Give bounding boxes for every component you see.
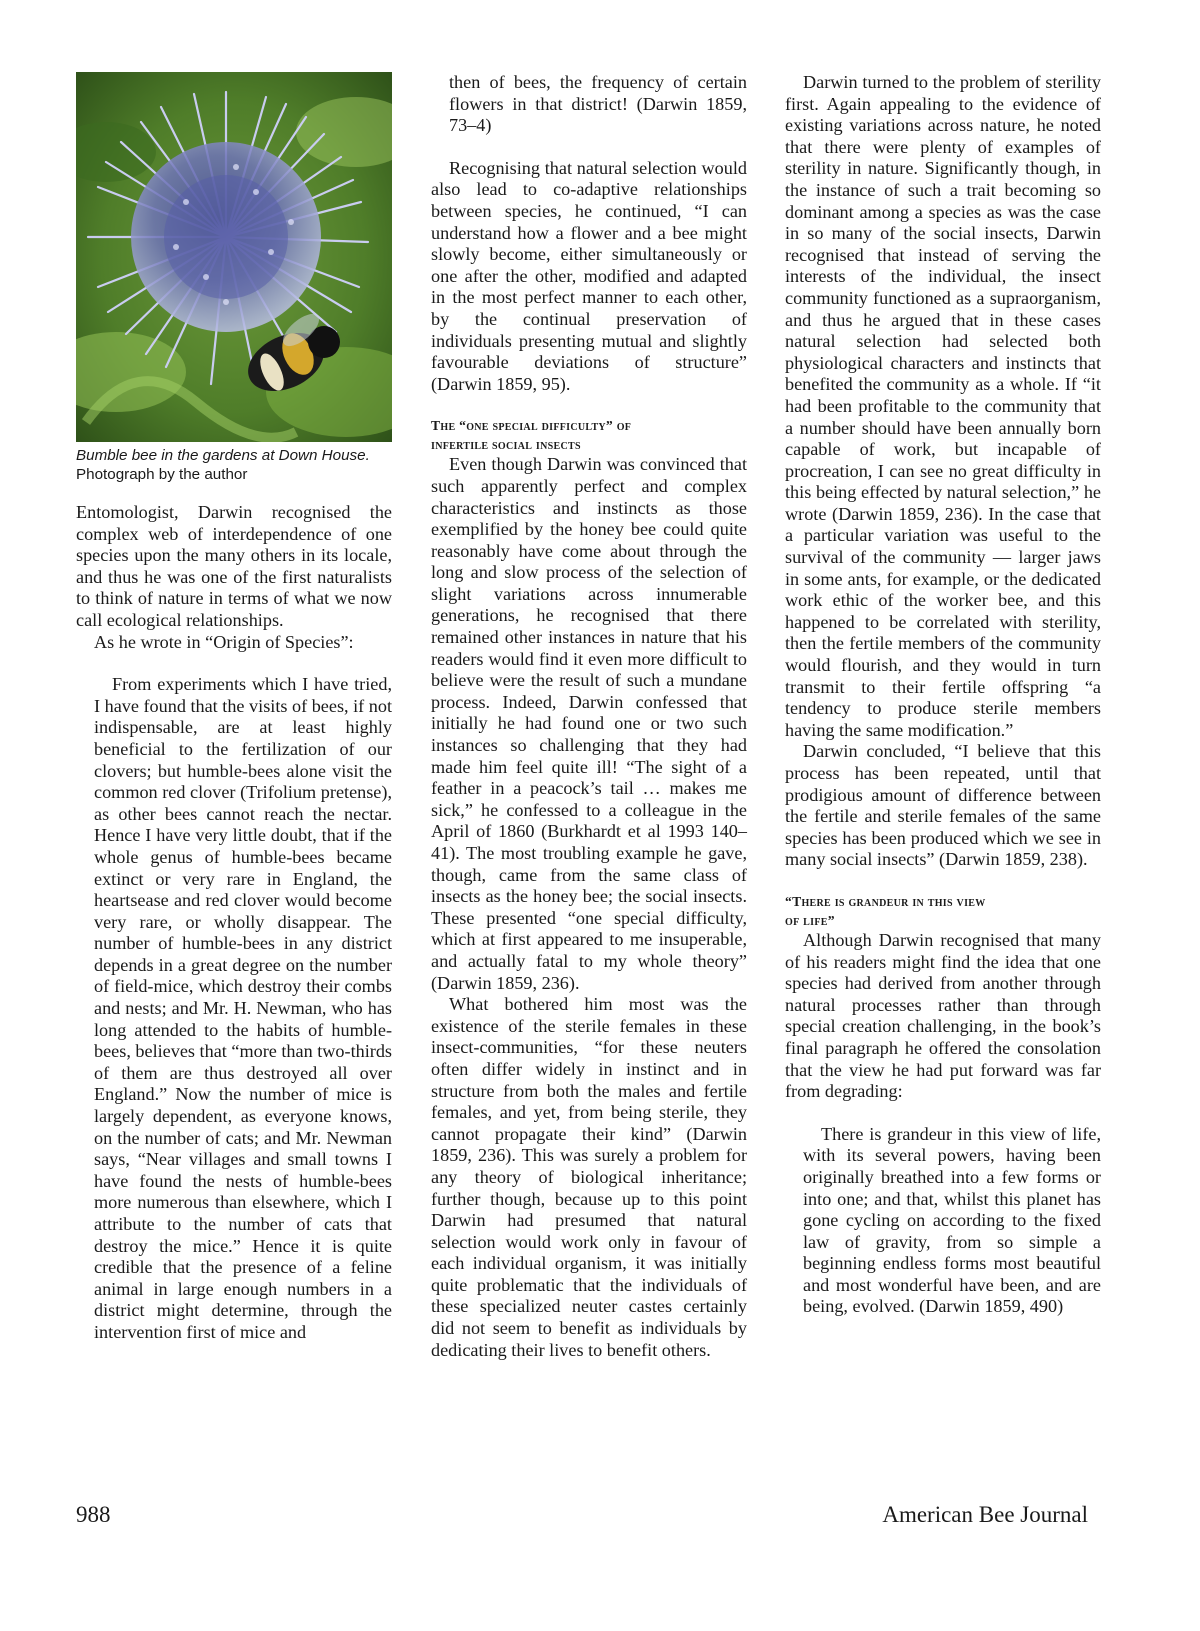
paragraph: Darwin turned to the problem of sterility first. Again appealing to the evidence of existing variations across nature, he noted that there were plenty of examples of sterility in nature. Significantly though, in the instance of such a trait becoming so dominant among a species as was the case in so many of the social insects, Darwin recognised that instead of serving the interests of the individual, the insect community functioned as a supraorganism, and thus he argued that in these cases natural selection had selected both physiological characters and instincts that benefited the community as a whole. If “it had been profitable to the community that a number should have been annually born capable of work, but incapable of procreation, I can see no great difficulty in this being effected by natural selection,” he wrote (Darwin 1859, 236). In the case that a particular variation was useful to the survival of the community — larger jaws in some ants, for example, or the dedicated work ethic of the worker bee, and this happened to be correlated with sterility, then the fertile members of the community would flourish, and they would in turn transmit to their fertile offspring “a tendency to produce sterile members having the same modification.”	[785, 72, 1101, 740]
heading-line: of life”	[785, 912, 835, 928]
heading-line: “There is grandeur in this view	[785, 893, 986, 909]
photo-caption	[76, 446, 392, 484]
quote-text: There is grandeur in this view of life, with its several powers, having been originally breathed into a few forms or into one; and that, whilst this planet has gone cycling on according to the fixed law of gravity, from so simple a beginning endless forms most beautiful and most wonderful have been, and are being, evolved. (Darwin 1859, 490)	[803, 1123, 1101, 1317]
caption-credit: Photograph by the author	[76, 466, 248, 483]
page-number: 988	[76, 1502, 111, 1527]
paragraph: Darwin concluded, “I believe that this process has been repeated, until that prodigious amount of difference between the fertile and sterile females of the same species has been produced which we see in many social insects” (Darwin 1859, 238).	[785, 741, 1101, 870]
heading-line: infertile social insects	[431, 437, 581, 453]
caption-italic: Bumble bee in the gardens at Down House.	[76, 447, 370, 464]
paragraph: Even though Darwin was convinced that such apparently perfect and complex characteristics and instincts as those exemplified by the honey bee could quite reasonably have come about through the long and slow process of the selection of slight variations across innumerable generations, he recognised that there remained other instances in nature that his readers would find it even more difficult to believe were the result of such a mundane process. Indeed, Darwin confessed that initially he had found one or two such instances so challenging that they had made him feel quite ill! “The sight of a feather in a peacock’s tail … makes me sick,” he confessed to a colleague in the April of 1860 (Burkhardt et al 1993 140–41). The most troubling example he gave, though, came from the same class of insects as the honey bee; the social insects. These presented “one special difficulty, which at first appeared to me insuperable, and actually fatal to my whole theory” (Darwin 1859, 236).	[431, 454, 747, 993]
column-2	[431, 72, 747, 1361]
quote-text: From experiments which I have tried, I have found that the visits of bees, if not indispensable, are at least highly beneficial to the fertilization of our clovers; but humble-bees alone visit the common red clover (Trifolium pretense), as other bees cannot reach the nectar. Hence I have very little doubt, that if the whole genus of humble-bees became extinct or very rare in England, the heartsease and red clover would become very rare, or wholly disappear. The number of humble-bees in any district depends in a great degree on the number of field-mice, which destroy their combs and nests; and Mr. H. Newman, who has long attended to the habits of humble-bees, believes that “more than two-thirds of them are thus destroyed all over England.” Now the number of mice is largely dependent, as everyone knows, on the number of cats; and Mr. Newman says, “Near villages and small towns I have found the nests of humble-bees more numerous than elsewhere, which I attribute to the number of cats that destroy the mice.” Hence it is quite credible that the presence of a feline animal in large enough numbers in a district might determine, through the intervention first of mice and	[94, 674, 393, 1342]
block-quote-continued	[449, 72, 747, 137]
paragraph: Entomologist, Darwin recognised the complex web of interdependence of one species upon the many others in its locale, and thus he was one of the first naturalists to think of nature in terms of what we now call ecological relationships.	[76, 502, 392, 630]
block-quote	[94, 674, 392, 1343]
paragraph: Recognising that natural selection would also lead to co-adaptive relationships between species, he continued, “I can understand how a flower and a bee might slowly become, either simultaneously or one after the other, modified and adapted in the most perfect manner to each other, by the continual preservation of individuals presenting mutual and slightly favourable deviations of structure” (Darwin 1859, 95).	[431, 157, 747, 394]
bumble-bee-photo	[76, 72, 392, 442]
quote-text: then of bees, the frequency of certain flowers in that district! (Darwin 1859, 73–4)	[449, 72, 747, 136]
section-heading	[431, 416, 747, 454]
section-heading	[785, 892, 1101, 930]
paragraph: Although Darwin recognised that many of his readers might find the idea that one species had derived from another through natural processes rather than through special creation challenging, in the book’s final paragraph he offered the consolation that the view he had put forward was far from degrading:	[785, 929, 1101, 1102]
heading-line: The “one special difficulty” of	[431, 418, 632, 434]
journal-title: American Bee Journal	[882, 1502, 1088, 1527]
column-1	[76, 72, 392, 1344]
block-quote	[803, 1124, 1101, 1318]
paragraph: As he wrote in “Origin of Species”:	[94, 631, 354, 652]
paragraph: What bothered him most was the existence of the sterile females in these insect-communities, “for these neuters often differ widely in instinct and in structure from both the males and fertile females, and yet, from being sterile, they cannot propagate their kind” (Darwin 1859, 236). This was surely a problem for any theory of biological inheritance; further though, because up to this point Darwin had presumed that natural selection would work only in favour of each individual organism, it was initially quite problematic that the individuals of these specialized neuter castes certainly did not seem to benefit as individuals by dedicating their lives to benefit others.	[431, 994, 747, 1360]
column-3	[785, 72, 1101, 1318]
